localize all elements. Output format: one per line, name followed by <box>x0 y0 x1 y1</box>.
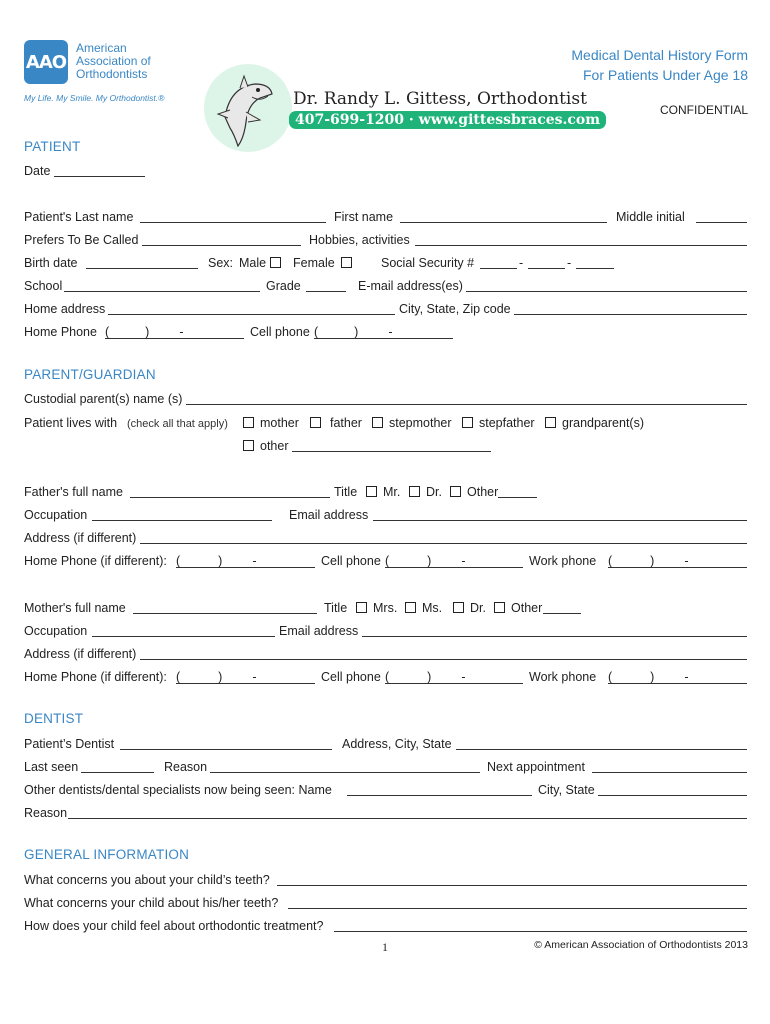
birth-date-label: Birth date <box>24 256 78 270</box>
father-cell-phone-label: Cell phone <box>321 554 381 568</box>
sex-label: Sex: <box>208 256 234 270</box>
other-field[interactable] <box>292 451 491 452</box>
home-address-label: Home address <box>24 302 106 316</box>
org-name-line3: Orthodontists <box>76 67 148 81</box>
patient-heading: PATIENT <box>24 139 81 154</box>
female-label: Female <box>293 256 335 270</box>
father-address-label: Address (if different) <box>24 531 137 545</box>
ssn-field-2[interactable] <box>528 268 565 269</box>
mother-occupation-field[interactable] <box>92 636 275 637</box>
last-name-label: Patient's Last name <box>24 210 134 224</box>
other-checkbox[interactable] <box>243 440 254 451</box>
shark-mascot-icon <box>200 62 295 154</box>
father-occupation-label: Occupation <box>24 508 88 522</box>
next-appointment-label: Next appointment <box>487 760 585 774</box>
father-address-field[interactable] <box>140 543 747 544</box>
dentist-address-label: Address, City, State <box>342 737 452 751</box>
ssn-field-3[interactable] <box>576 268 614 269</box>
mother-work-phone-label: Work phone <box>529 670 597 684</box>
email-label: E-mail address(es) <box>358 279 463 293</box>
mother-mrs-checkbox[interactable] <box>356 602 367 613</box>
school-field[interactable] <box>64 291 260 292</box>
other-dentists-label: Other dentists/dental specialists now being seen: Name <box>24 783 332 797</box>
tagline: My Life. My Smile. My Orthodontist.® <box>24 93 165 103</box>
male-checkbox[interactable] <box>270 257 281 268</box>
confidential-label: CONFIDENTIAL <box>659 103 748 117</box>
org-name-line1: American <box>76 41 127 55</box>
father-cell-phone-field[interactable]: ( ) - <box>385 554 523 568</box>
mother-email-field[interactable] <box>362 636 747 637</box>
question-2-field[interactable] <box>288 908 747 909</box>
grandparents-checkbox[interactable] <box>545 417 556 428</box>
mother-dr-checkbox[interactable] <box>453 602 464 613</box>
org-name <box>76 42 151 81</box>
first-name-field[interactable] <box>400 222 607 223</box>
question-1-field[interactable] <box>277 885 747 886</box>
patients-dentist-label: Patient’s Dentist <box>24 737 115 751</box>
mother-work-phone-field[interactable]: ( ) - <box>608 670 747 684</box>
form-title <box>571 45 748 85</box>
father-other-field[interactable] <box>498 497 537 498</box>
father-home-phone-field[interactable]: ( ) - <box>176 554 315 568</box>
father-home-phone-label: Home Phone (if different): <box>24 554 167 568</box>
reason-label: Reason <box>164 760 208 774</box>
male-label: Male <box>239 256 267 270</box>
question-3-field[interactable] <box>334 931 747 932</box>
date-label: Date <box>24 164 51 178</box>
ssn-dash-1: - <box>519 256 524 270</box>
mother-address-label: Address (if different) <box>24 647 137 661</box>
mother-home-phone-field[interactable]: ( ) - <box>176 670 315 684</box>
other-dentists-field[interactable] <box>347 795 532 796</box>
middle-initial-field[interactable] <box>696 222 747 223</box>
question-2-label: What concerns your child about his/her teeth? <box>24 896 279 910</box>
father-label: father <box>330 416 362 430</box>
last-seen-label: Last seen <box>24 760 79 774</box>
father-mr-checkbox[interactable] <box>366 486 377 497</box>
page-number: 1 <box>382 940 388 954</box>
father-mr-label: Mr. <box>383 485 401 499</box>
father-checkbox[interactable] <box>310 417 321 428</box>
hobbies-label: Hobbies, activities <box>309 233 410 247</box>
mother-home-phone-label: Home Phone (if different): <box>24 670 167 684</box>
aao-logo-mark: AAO <box>25 51 67 73</box>
guardian-heading: PARENT/GUARDIAN <box>24 367 156 382</box>
grade-field[interactable] <box>306 291 346 292</box>
prefers-label: Prefers To Be Called <box>24 233 139 247</box>
next-appointment-field[interactable] <box>592 772 747 773</box>
father-name-field[interactable] <box>130 497 330 498</box>
middle-initial-label: Middle initial <box>616 210 685 224</box>
question-1-label: What concerns you about your child’s teeth? <box>24 873 270 887</box>
ssn-label: Social Security # <box>381 256 475 270</box>
school-label: School <box>24 279 63 293</box>
female-checkbox[interactable] <box>341 257 352 268</box>
stepmother-label: stepmother <box>389 416 452 430</box>
home-phone-field[interactable]: ( ) - <box>105 325 244 339</box>
dentist-address-field[interactable] <box>456 749 747 750</box>
mother-name-field[interactable] <box>133 613 317 614</box>
last-name-field[interactable] <box>140 222 326 223</box>
other-city-state-field[interactable] <box>598 795 747 796</box>
custodial-label: Custodial parent(s) name (s) <box>24 392 183 406</box>
father-dr-checkbox[interactable] <box>409 486 420 497</box>
doctor-contact: 407-699-1200 · www.gittessbraces.com <box>289 111 606 129</box>
hobbies-field[interactable] <box>415 245 747 246</box>
mother-occupation-label: Occupation <box>24 624 88 638</box>
mother-label: mother <box>260 416 299 430</box>
mother-ms-label: Ms. <box>422 601 443 615</box>
stepfather-checkbox[interactable] <box>462 417 473 428</box>
general-heading: GENERAL INFORMATION <box>24 847 190 862</box>
mother-ms-checkbox[interactable] <box>405 602 416 613</box>
father-work-phone-field[interactable]: ( ) - <box>608 554 747 568</box>
father-title-label: Title <box>334 485 358 499</box>
mother-address-field[interactable] <box>140 659 747 660</box>
father-email-field[interactable] <box>373 520 747 521</box>
mother-checkbox[interactable] <box>243 417 254 428</box>
grade-label: Grade <box>266 279 301 293</box>
father-other-checkbox[interactable] <box>450 486 461 497</box>
lives-with-label: Patient lives with <box>24 416 118 430</box>
other-label: other <box>260 439 289 453</box>
dentist-heading: DENTIST <box>24 711 84 726</box>
mother-cell-phone-label: Cell phone <box>321 670 381 684</box>
stepfather-label: stepfather <box>479 416 535 430</box>
cell-phone-label: Cell phone <box>250 325 310 339</box>
cell-phone-field[interactable]: ( ) - <box>314 325 453 339</box>
father-email-label: Email address <box>289 508 369 522</box>
stepmother-checkbox[interactable] <box>372 417 383 428</box>
mother-other-checkbox[interactable] <box>494 602 505 613</box>
reason2-label: Reason <box>24 806 68 820</box>
father-occupation-field[interactable] <box>92 520 272 521</box>
question-3-label: How does your child feel about orthodontic treatment? <box>24 919 324 933</box>
grandparents-label: grandparent(s) <box>562 416 644 430</box>
form-title-line2: For Patients Under Age 18 <box>583 67 748 83</box>
mother-other-label: Other <box>511 601 543 615</box>
custodial-field[interactable] <box>186 404 747 405</box>
mother-mrs-label: Mrs. <box>373 601 398 615</box>
date-field[interactable] <box>54 176 145 177</box>
check-all-hint: (check all that apply) <box>127 418 228 430</box>
city-state-zip-label: City, State, Zip code <box>399 302 511 316</box>
father-work-phone-label: Work phone <box>529 554 597 568</box>
first-name-label: First name <box>334 210 394 224</box>
birth-date-field[interactable] <box>86 268 198 269</box>
form-title-line1: Medical Dental History Form <box>571 47 748 63</box>
father-other-label: Other <box>467 485 499 499</box>
mother-cell-phone-field[interactable]: ( ) - <box>385 670 523 684</box>
other-city-state-label: City, State <box>538 783 595 797</box>
aao-logo <box>24 40 68 84</box>
copyright: © American Association of Orthodontists 2013 <box>534 939 748 951</box>
father-name-label: Father's full name <box>24 485 123 499</box>
home-phone-label: Home Phone <box>24 325 97 339</box>
mother-title-label: Title <box>324 601 348 615</box>
ssn-field-1[interactable] <box>480 268 517 269</box>
mother-dr-label: Dr. <box>470 601 486 615</box>
last-seen-field[interactable] <box>81 772 154 773</box>
mother-name-label: Mother's full name <box>24 601 126 615</box>
reason2-field[interactable] <box>68 818 747 819</box>
city-state-zip-field[interactable] <box>514 314 747 315</box>
reason-field[interactable] <box>210 772 480 773</box>
mother-email-label: Email address <box>279 624 359 638</box>
mother-other-field[interactable] <box>543 613 581 614</box>
doctor-name: Dr. Randy L. Gittess, Orthodontist <box>293 89 587 109</box>
patients-dentist-field[interactable] <box>120 749 332 750</box>
org-name-line2: Association of <box>76 54 151 68</box>
home-address-field[interactable] <box>108 314 395 315</box>
prefers-field[interactable] <box>142 245 301 246</box>
father-dr-label: Dr. <box>426 485 442 499</box>
ssn-dash-2: - <box>567 256 572 270</box>
email-field[interactable] <box>466 291 747 292</box>
